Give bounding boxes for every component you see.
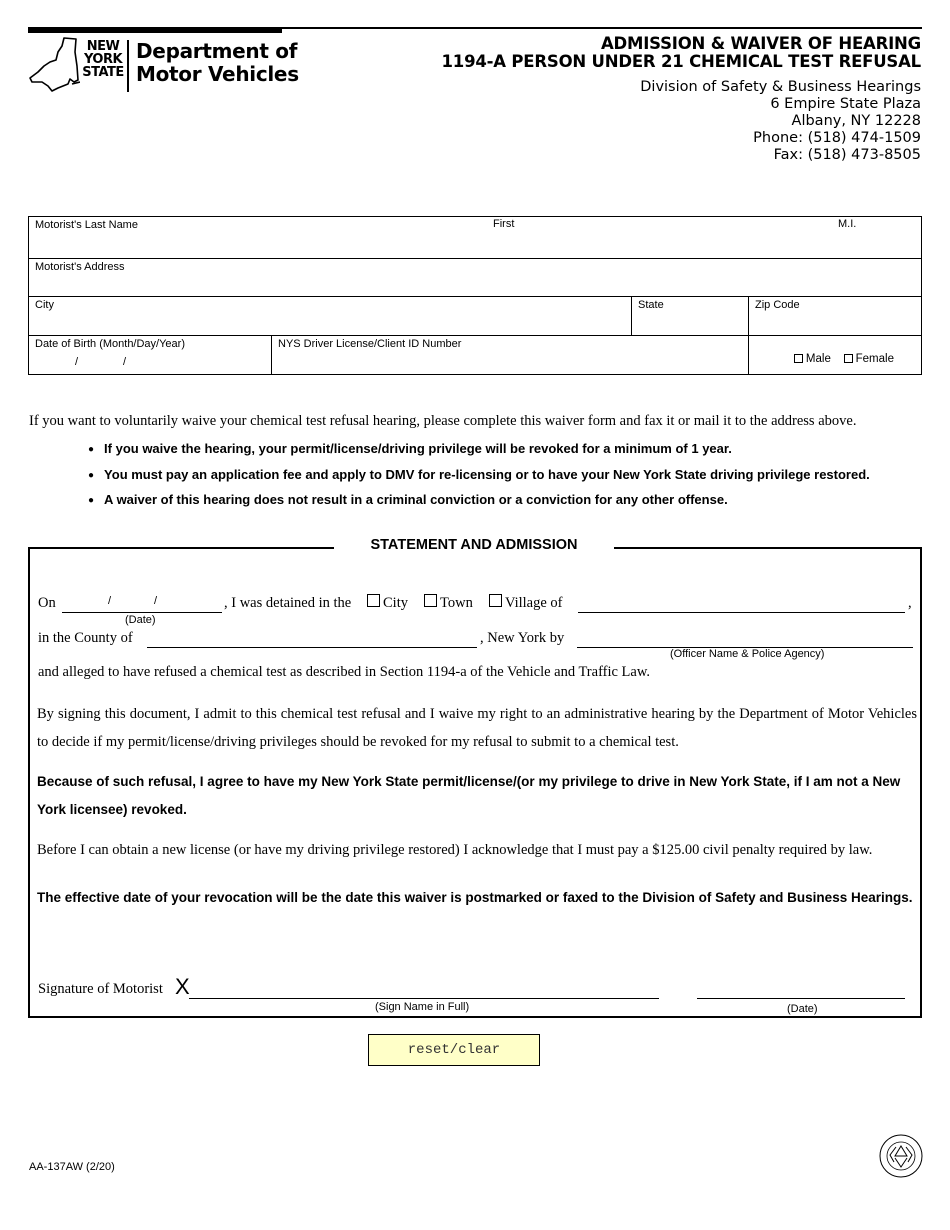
signature-label: Signature of Motorist [38,981,163,997]
license-number-label: NYS Driver License/Client ID Number [278,338,462,350]
signature-x-mark: X [175,974,190,999]
reset-clear-button[interactable]: reset/clear [368,1034,540,1066]
sign-date-caption: (Date) [787,1003,818,1015]
on-label: On [38,595,56,611]
signature-field[interactable] [189,982,659,999]
city-label: City [35,299,54,311]
zip-code-label: Zip Code [755,299,800,311]
alleged-text: and alleged to have refused a chemical test as described in Section 1194-a of the Vehicle and Traffic Law. [38,664,651,680]
statement-title-rule [28,547,334,549]
form-number: AA-137AW (2/20) [29,1161,115,1173]
effective-date-paragraph: The effective date of your revocation will be the date this waiver is postmarked or faxed to the Division of Safety and Business Hearings. [37,890,913,905]
date-separator: / [154,595,158,607]
statement-title-rule [614,547,922,549]
detained-text: , I was detained in the [224,595,352,611]
header-rule-accent [28,27,282,33]
intro-text: If you want to voluntarily waive your chemical test refusal hearing, please complete this waiver form and fax it or mail it to the address above. [29,413,857,429]
form-title: ADMISSION & WAIVER OF HEARING 1194-A PERSON UNDER 21 CHEMICAL TEST REFUSAL [441,34,921,71]
date-caption: (Date) [125,614,156,626]
list-item: ● If you waive the hearing, your permit/license/driving privilege will be revoked for a minimum of 1 year. [88,437,870,463]
male-checkbox[interactable]: Male [794,353,831,365]
detained-date-field[interactable] [62,597,222,613]
state-label: State [638,299,664,311]
dob-separator: / [123,356,127,368]
signing-paragraph: By signing this document, I admit to this chemical test refusal and I waive my right to an administrative hearing by the Department of Motor Vehicles to decide if my permit/license/driving privileges should be revoked for my refusal to submit to a chemical test. [37,706,917,750]
license-number-field[interactable] [271,335,749,375]
list-item: ● You must pay an application fee and apply to DMV for re-licensing or to have your New York State driving privilege restored. [88,463,870,489]
comma-text: , [908,595,912,611]
city-field[interactable] [28,296,632,336]
municipality-field[interactable] [578,597,905,613]
town-checkbox[interactable]: Town [424,594,473,612]
motorist-address-field[interactable] [28,258,922,297]
officer-field[interactable] [577,632,913,648]
date-of-birth-field[interactable] [28,335,272,375]
division-address: Division of Safety & Business Hearings 6 Empire State Plaza Albany, NY 12228 Phone: (518) 474-1509 Fax: (518) 473-8505 [640,79,921,163]
new-york-by-label: , New York by [480,630,565,646]
first-name-label: First [493,218,515,230]
zip-code-field[interactable] [748,296,922,336]
middle-initial-label: M.I. [838,218,857,230]
county-field[interactable] [147,632,477,648]
logo-state-text: NEW YORK STATE [82,39,124,80]
civil-penalty-paragraph: Before I can obtain a new license (or have my driving privilege restored) I acknowledge that I must pay a $125.00 civil penalty required by law. [37,842,873,858]
list-item: ● A waiver of this hearing does not result in a criminal conviction or a conviction for any other offense. [88,488,870,514]
recycle-icon [878,1133,924,1179]
address-label: Motorist's Address [35,261,125,273]
last-name-label: Motorist's Last Name [35,219,138,231]
state-field[interactable] [631,296,749,336]
county-label: in the County of [38,630,133,646]
bullet-list [88,437,870,514]
logo-divider [127,40,129,92]
statement-title: STATEMENT AND ADMISSION [370,537,578,553]
gender-options [794,353,894,365]
village-checkbox[interactable]: Village of [489,594,563,612]
officer-caption: (Officer Name & Police Agency) [670,648,825,660]
motorist-name-field[interactable] [28,216,922,259]
city-checkbox[interactable]: City [367,594,408,612]
new-york-state-map-icon [28,36,80,94]
date-of-birth-label: Date of Birth (Month/Day/Year) [35,338,185,350]
signature-date-field[interactable] [697,982,905,999]
logo-department-text: Department of Motor Vehicles [136,39,299,86]
dob-separator: / [75,356,79,368]
date-separator: / [108,595,112,607]
sign-caption: (Sign Name in Full) [375,1001,470,1013]
female-checkbox[interactable]: Female [844,353,894,365]
revocation-paragraph: Because of such refusal, I agree to have my New York State permit/license/(or my privilege to drive in New York State, if I am not a New York licensee) revoked. [37,774,901,817]
